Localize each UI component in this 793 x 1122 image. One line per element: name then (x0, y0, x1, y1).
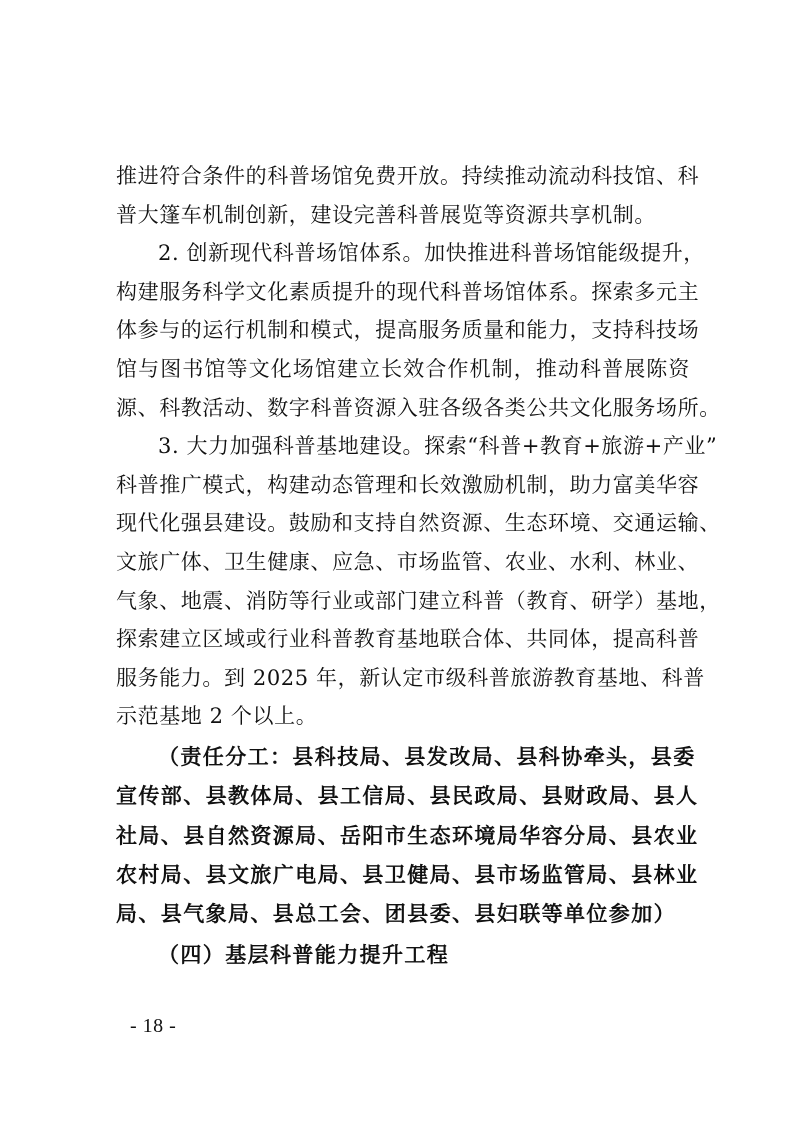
text-line: 3. 大力加强科普基地建设。探索“科普+教育+旅游+产业” (158, 434, 718, 459)
text-line: 农村局、县文旅广电局、县卫健局、县市场监管局、县林业 (116, 863, 699, 888)
text-line: （责任分工：县科技局、县发改局、县科协牵头，县委 (158, 744, 696, 769)
text-line: 局、县气象局、县总工会、团县委、县妇联等单位参加） (116, 902, 676, 927)
text-line: 示范基地 2 个以上。 (116, 704, 318, 729)
text-line: 服务能力。到 2025 年，新认定市级科普旅游教育基地、科普 (116, 665, 705, 690)
text-line: 2. 创新现代科普场馆体系。加快推进科普场馆能级提升， (158, 241, 705, 266)
text-line: 体参与的运行机制和模式，提高服务质量和能力，支持科技场 (116, 318, 700, 343)
text-line: 构建服务科学文化素质提升的现代科普场馆体系。探索多元主 (116, 279, 700, 304)
text-line: 科普推广模式，构建动态管理和长效激励机制，助力富美华容 (116, 472, 700, 497)
responsibility-assignment (116, 738, 699, 935)
text-line: 探索建立区域或行业科普教育基地联合体、共同体，提高科普 (116, 627, 700, 652)
text-line: 推进符合条件的科普场馆免费开放。持续推动流动科技馆、科 (116, 164, 700, 188)
document-body (116, 157, 721, 974)
text-line: 社局、县自然资源局、岳阳市生态环境局华容分局、县农业 (116, 823, 699, 848)
text-line: 文旅广体、卫生健康、应急、市场监管、农业、水利、林业、 (116, 549, 700, 574)
text-line: 馆与图书馆等文化场馆建立长效合作机制，推动科普展陈资 (116, 356, 690, 381)
paragraph-modern-museum-system (116, 234, 721, 427)
paragraph-science-base-construction (116, 427, 721, 736)
text-line: 气象、地震、消防等行业或部门建立科普（教育、研学）基地， (116, 588, 721, 613)
heading-text: （四）基层科普能力提升工程 (158, 942, 450, 967)
page-number: - 18 - (130, 1015, 177, 1037)
text-line: 宣传部、县教体局、县工信局、县民政局、县财政局、县人 (116, 784, 699, 809)
text-line: 现代化强县建设。鼓励和支持自然资源、生态环境、交通运输、 (116, 511, 721, 536)
text-line: 普大篷车机制创新，建设完善科普展览等资源共享机制。 (116, 202, 656, 227)
paragraph-free-opening (116, 157, 700, 234)
text-line: 源、科教活动、数字科普资源入驻各级各类公共文化服务场所。 (116, 395, 721, 420)
section-heading (116, 936, 690, 975)
